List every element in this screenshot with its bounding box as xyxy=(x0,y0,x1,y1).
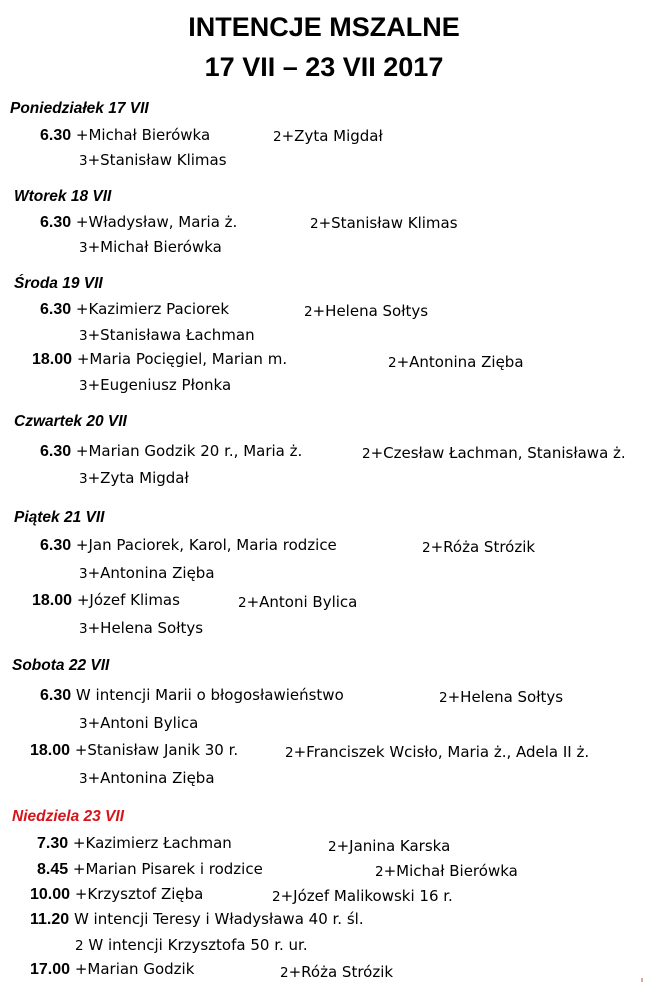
mass-line xyxy=(30,910,364,929)
mass-time: 18.00 xyxy=(32,592,73,609)
mass-line xyxy=(32,591,180,610)
intention-number: 3 xyxy=(79,471,88,487)
intention-number: 2 xyxy=(75,938,84,954)
mass-line xyxy=(32,350,287,369)
intention: W intencji Krzysztofa 50 r. ur. xyxy=(83,936,308,954)
intention-number: 3 xyxy=(79,153,88,169)
intention: +Eugeniusz Płonka xyxy=(87,376,232,394)
intention-number: 2 xyxy=(439,690,448,706)
second-intention xyxy=(238,593,357,611)
intention: W intencji Teresy i Władysława 40 r. śl. xyxy=(73,910,364,928)
mass-time: 18.00 xyxy=(32,351,73,368)
intention: +Kazimierz Łachman xyxy=(72,834,232,852)
intention-number: 2 xyxy=(310,216,319,232)
mass-line xyxy=(30,885,203,904)
intention: +Róża Strózik xyxy=(288,963,394,981)
mass-line xyxy=(40,300,229,319)
day-heading: Poniedziałek 17 VII xyxy=(10,100,149,117)
mass-time: 6.30 xyxy=(40,127,72,144)
mass-line xyxy=(37,860,263,879)
second-intention xyxy=(75,936,308,954)
mass-time: 6.30 xyxy=(40,214,72,231)
day-heading: Środa 19 VII xyxy=(14,275,103,292)
mass-time: 6.30 xyxy=(40,687,72,704)
intention: +Antoni Bylica xyxy=(87,714,199,732)
intention: +Antoni Bylica xyxy=(246,593,358,611)
second-intention xyxy=(422,538,535,556)
intention: +Antonina Zięba xyxy=(396,353,524,371)
mass-line xyxy=(40,536,337,555)
third-intention xyxy=(79,326,255,344)
third-intention xyxy=(79,376,231,394)
intention: +Czesław Łachman, Stanisława ż. xyxy=(370,444,626,462)
intention: +Jan Paciorek, Karol, Maria rodzice xyxy=(75,536,337,554)
day-heading: Piątek 21 VII xyxy=(14,509,105,526)
second-intention xyxy=(304,302,428,320)
intention: +Antonina Zięba xyxy=(87,769,215,787)
second-intention xyxy=(375,862,518,880)
intention-number: 3 xyxy=(79,328,88,344)
intention-number: 2 xyxy=(362,446,371,462)
day-heading: Sobota 22 VII xyxy=(12,657,110,674)
intention: +Marian Godzik xyxy=(74,960,195,978)
intention-number: 2 xyxy=(328,839,337,855)
mass-time: 6.30 xyxy=(40,537,72,554)
intention: +Michał Bierówka xyxy=(75,126,211,144)
intention-number: 2 xyxy=(375,864,384,880)
intention-number: 3 xyxy=(79,621,88,637)
intention: +Zyta Migdał xyxy=(281,127,383,145)
intention: +Władysław, Maria ż. xyxy=(75,213,238,231)
date-range: 17 VII – 23 VII 2017 xyxy=(204,52,444,82)
intention: +Maria Pocięgiel, Marian m. xyxy=(76,350,288,368)
intention: +Zyta Migdał xyxy=(87,469,189,487)
corner-mark xyxy=(641,978,643,982)
third-intention xyxy=(79,238,222,256)
third-intention xyxy=(79,469,189,487)
intention: +Józef Klimas xyxy=(76,591,180,609)
intention: +Franciszek Wcisło, Maria ż., Adela II ż. xyxy=(293,743,590,761)
intention-number: 2 xyxy=(388,355,397,371)
second-intention xyxy=(439,688,563,706)
intention-number: 3 xyxy=(79,566,88,582)
second-intention xyxy=(280,963,393,981)
third-intention xyxy=(79,151,227,169)
second-intention xyxy=(285,743,589,761)
day-heading: Czwartek 20 VII xyxy=(14,413,127,430)
mass-line xyxy=(30,960,194,979)
mass-line xyxy=(40,213,237,232)
mass-line xyxy=(40,686,344,705)
mass-time: 6.30 xyxy=(40,443,72,460)
mass-time: 10.00 xyxy=(30,886,71,903)
third-intention xyxy=(79,769,215,787)
intention: +Marian Pisarek i rodzice xyxy=(72,860,263,878)
day-heading: Wtorek 18 VII xyxy=(14,188,112,205)
intention-number: 3 xyxy=(79,771,88,787)
intention: +Helena Sołtys xyxy=(87,619,204,637)
intention: W intencji Marii o błogosławieństwo xyxy=(75,686,344,704)
second-intention xyxy=(388,353,524,371)
intention-number: 2 xyxy=(422,540,431,556)
second-intention xyxy=(310,214,458,232)
intention: +Józef Malikowski 16 r. xyxy=(280,887,453,905)
mass-time: 6.30 xyxy=(40,301,72,318)
intention: +Kazimierz Paciorek xyxy=(75,300,230,318)
second-intention xyxy=(272,887,453,905)
intention: +Róża Strózik xyxy=(430,538,536,556)
day-heading-sunday: Niedziela 23 VII xyxy=(12,808,124,825)
intention: +Stanisław Klimas xyxy=(318,214,458,232)
mass-line xyxy=(40,442,302,461)
mass-line xyxy=(30,741,238,760)
mass-time: 11.20 xyxy=(30,911,70,928)
intention: +Michał Bierówka xyxy=(383,862,518,880)
second-intention xyxy=(273,127,383,145)
intention-number: 3 xyxy=(79,716,88,732)
intention-number: 3 xyxy=(79,378,88,394)
intention: +Stanisław Klimas xyxy=(87,151,227,169)
intention-number: 2 xyxy=(272,889,281,905)
mass-time: 18.00 xyxy=(30,742,71,759)
intention-number: 2 xyxy=(285,745,294,761)
intention: +Stanisław Janik 30 r. xyxy=(74,741,239,759)
intention-number: 2 xyxy=(304,304,313,320)
intention-number: 2 xyxy=(273,129,282,145)
intention: +Janina Karska xyxy=(336,837,451,855)
mass-time: 17.00 xyxy=(30,961,71,978)
intention-number: 2 xyxy=(280,965,289,981)
third-intention xyxy=(79,619,203,637)
document-title: INTENCJE MSZALNE xyxy=(188,12,460,42)
intention-number: 3 xyxy=(79,240,88,256)
second-intention xyxy=(328,837,450,855)
third-intention xyxy=(79,564,215,582)
intention: +Antonina Zięba xyxy=(87,564,215,582)
mass-time: 7.30 xyxy=(37,835,69,852)
intention: +Helena Sołtys xyxy=(312,302,429,320)
intention: +Krzysztof Zięba xyxy=(74,885,204,903)
intention-number: 2 xyxy=(238,595,247,611)
third-intention xyxy=(79,714,198,732)
mass-line xyxy=(37,834,232,853)
intention: +Helena Sołtys xyxy=(447,688,564,706)
intention: +Michał Bierówka xyxy=(87,238,222,256)
intention: +Marian Godzik 20 r., Maria ż. xyxy=(75,442,303,460)
intention: +Stanisława Łachman xyxy=(87,326,255,344)
second-intention xyxy=(362,444,626,462)
mass-line xyxy=(40,126,210,145)
mass-time: 8.45 xyxy=(37,861,69,878)
